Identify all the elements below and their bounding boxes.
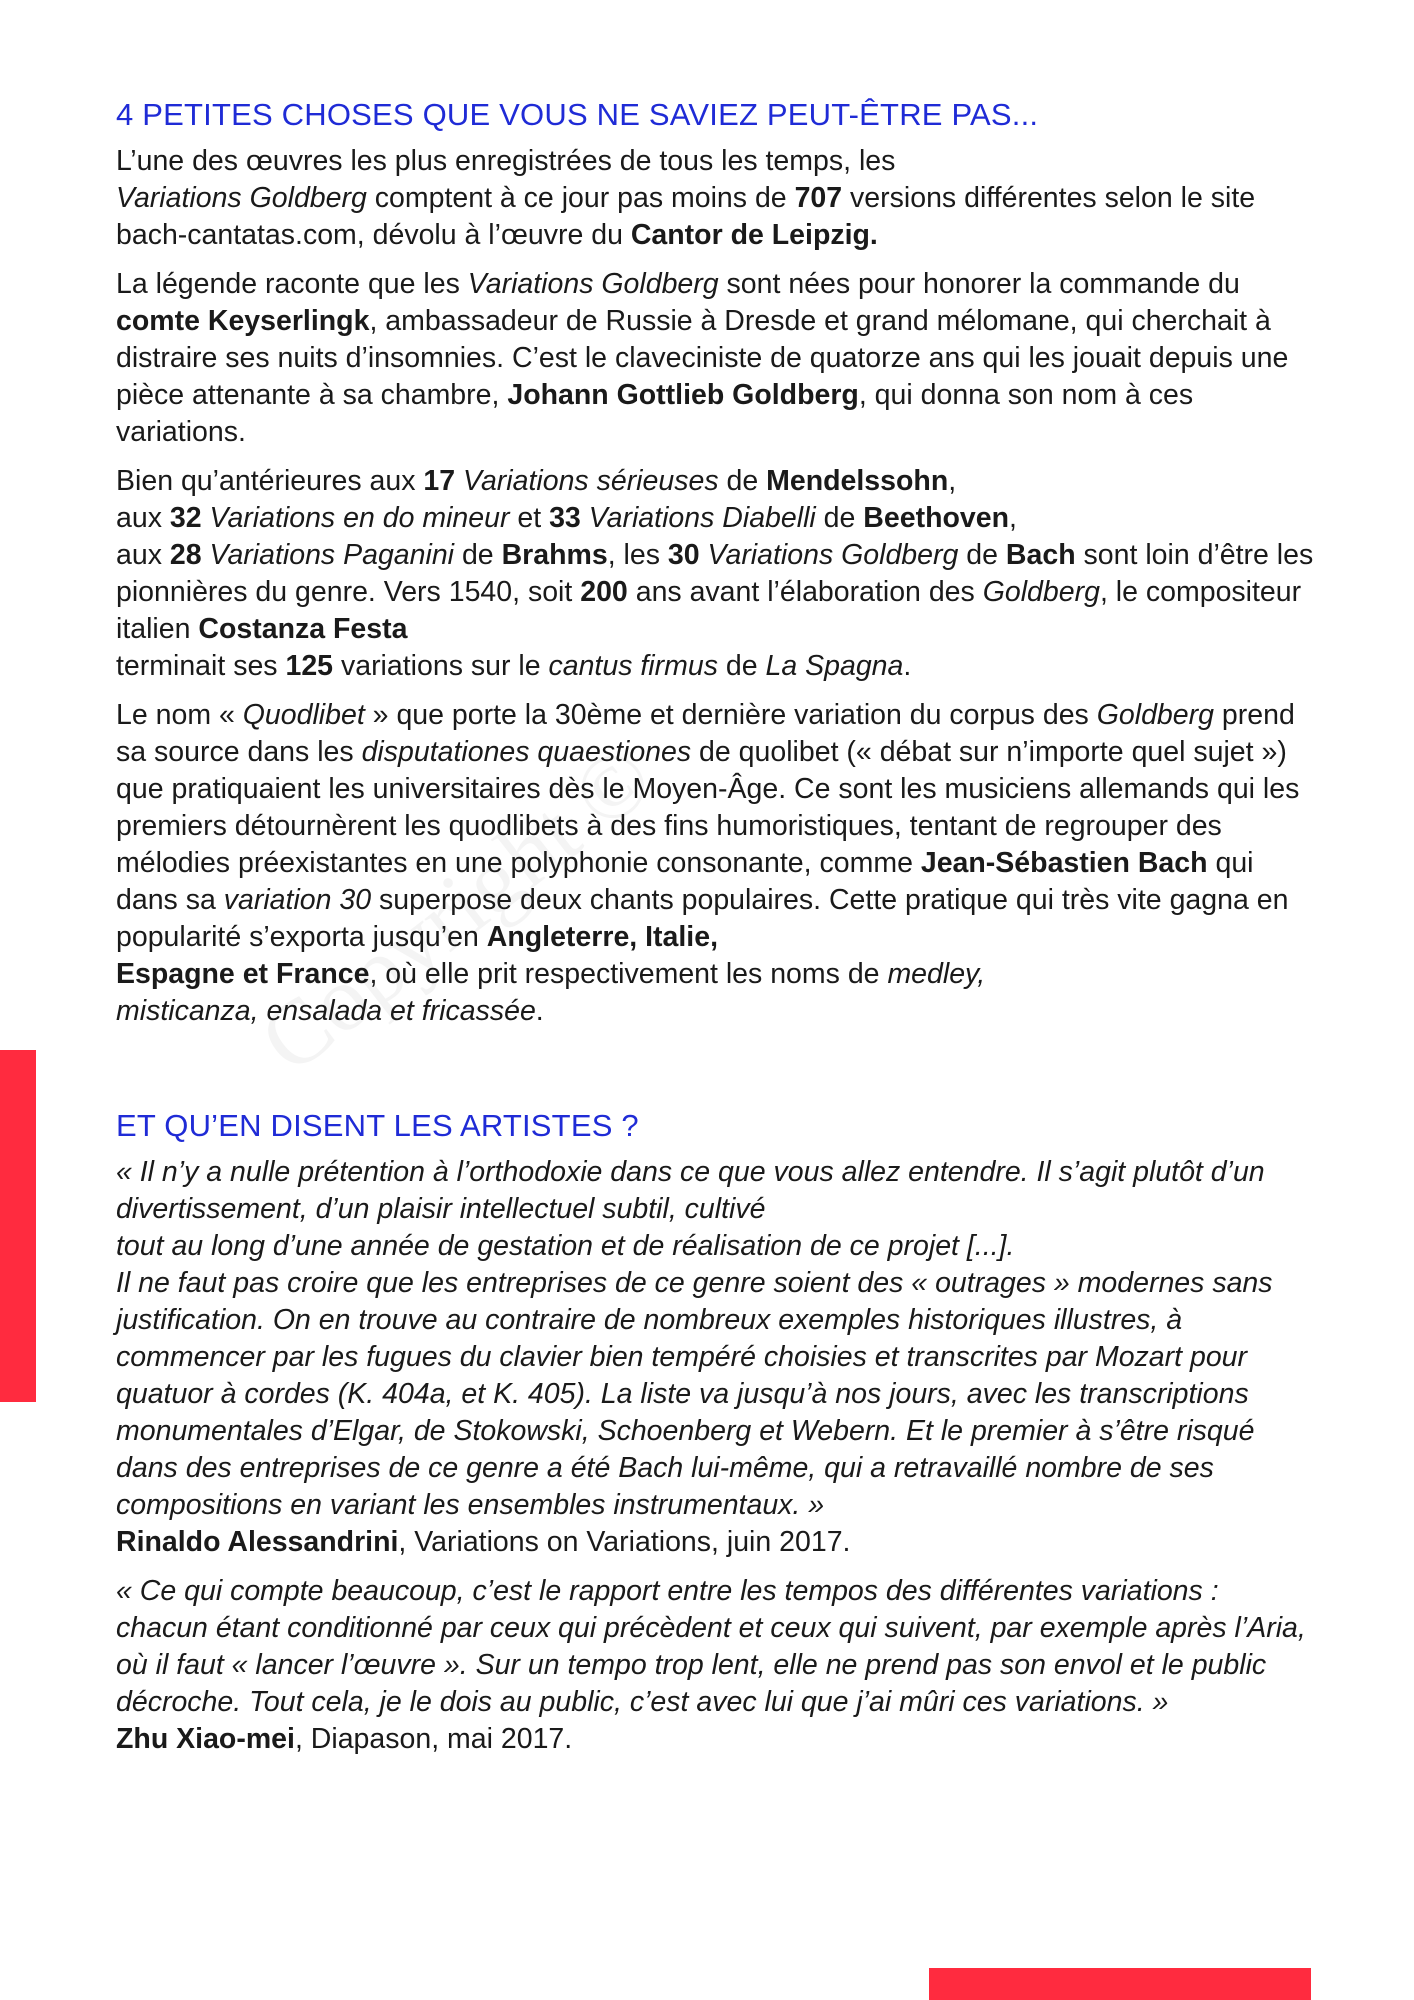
- italic-text: « Ce qui compte beaucoup, c’est le rapport entre les tempos des différentes variations : chacun étant conditionné par ceux qui précèdent et ceux qui suivent, par exemple après l’Aria, où il faut « lancer l’œuvre ». Sur un tempo trop lent, elle ne prend pas son envol et le public décroche. Tout cela, je le dois au public, c’est avec lui que j’ai mûri ces variations. »: [116, 1575, 1306, 1718]
- section-spacer: [116, 1042, 1316, 1106]
- italic-text: Variations Diabelli: [588, 502, 816, 534]
- text-run: prend sa source dans les: [116, 699, 1295, 768]
- text-run: versions différentes selon le site bach-cantatas.com, dévolu à l’œuvre du: [116, 182, 1256, 251]
- italic-text: Goldberg: [1096, 699, 1214, 731]
- paragraph-predecessors: [116, 463, 1316, 685]
- paragraph-recordings: [116, 143, 1316, 254]
- bold-text: 17: [423, 465, 456, 497]
- text-run: de: [454, 539, 502, 571]
- text-run: terminait ses: [116, 650, 286, 682]
- bold-text: Beethoven: [863, 502, 1009, 534]
- text-run: Bien qu’antérieures aux: [116, 465, 424, 497]
- bold-text: Brahms: [501, 539, 608, 571]
- bottom-accent-bar: [929, 1968, 1311, 2000]
- bold-text: comte Keyserlingk: [116, 305, 370, 337]
- bold-text: Jean-Sébastien Bach: [920, 847, 1208, 879]
- bold-text: Rinaldo Alessandrini: [116, 1526, 399, 1558]
- text-run: de: [718, 465, 767, 497]
- italic-text: Variations Goldberg: [467, 268, 719, 300]
- bold-text: 200: [580, 576, 628, 608]
- bold-text: Johann Gottlieb Goldberg: [507, 379, 859, 411]
- text-run: » que porte la 30ème et dernière variation du corpus des: [364, 699, 1097, 731]
- text-run: superpose deux chants populaires. Cette pratique qui très vite gagna en popularité s’exporta jusqu’en: [116, 884, 1289, 953]
- text-run: [455, 465, 463, 497]
- text-run: [700, 539, 708, 571]
- italic-text: misticanza, ensalada et fricassée: [116, 995, 536, 1027]
- italic-text: Variations sérieuses: [463, 465, 719, 497]
- text-run: .: [535, 995, 544, 1027]
- bold-text: Angleterre, Italie,: [486, 921, 718, 953]
- text-run: comptent à ce jour pas moins de: [366, 182, 795, 214]
- quote-zhu-xiao-mei: [116, 1573, 1316, 1758]
- text-run: de quolibet (« débat sur n’importe quel sujet ») que pratiquaient les universitaires dès le Moyen-Âge. Ce sont les musiciens allemands qui les premiers détournèrent les quodlibets à des fins humoristiques, tentant de regrouper des mélodies préexistantes en une polyphonie consonante, comme: [116, 736, 1300, 879]
- paragraph-legend: [116, 266, 1316, 451]
- document-page: [116, 95, 1316, 1770]
- italic-text: Il ne faut pas croire que les entreprises de ce genre soient des « outrages » modernes sans justification. On en trouve au contraire de nombreux exemples historiques illustres, à commencer par les fugues du clavier bien tempéré choisies et transcrites par Mozart pour quatuor à cordes (K. 404a, et K. 405). La liste va jusqu’à nos jours, avec les transcriptions monumentales d’Elgar, de Stokowski, Schoenberg et Webern. Et le premier à s’être risqué dans des entreprises de ce genre a été Bach lui-même, qui a retravaillé nombre de ses compositions en variant les ensembles instrumentaux. »: [116, 1267, 1273, 1521]
- text-run: qui dans sa: [116, 847, 1254, 916]
- text-run: , Diapason, mai 2017.: [294, 1723, 573, 1755]
- text-run: L’une des œuvres les plus enregistrées de tous les temps, les: [116, 145, 896, 177]
- italic-text: La Spagna: [765, 650, 904, 682]
- text-run: de: [815, 502, 864, 534]
- text-run: La légende raconte que les: [116, 268, 468, 300]
- italic-text: tout au long d’une année de gestation et de réalisation de ce projet [...].: [116, 1230, 1015, 1262]
- text-run: sont loin d’être les pionnières du genre. Vers 1540, soit: [116, 539, 1314, 608]
- text-run: , Variations on Variations, juin 2017.: [398, 1526, 851, 1558]
- text-run: ans avant l’élaboration des: [627, 576, 983, 608]
- italic-text: cantus firmus: [548, 650, 718, 682]
- text-run: , ambassadeur de Russie à Dresde et grand mélomane, qui cherchait à distraire ses nuits d’insomnies. C’est le claveciniste de quatorze ans qui les jouait depuis une pièce attenante à sa chambre,: [116, 305, 1289, 411]
- bold-text: 707: [794, 182, 843, 214]
- text-run: [202, 502, 210, 534]
- section-heading-facts: 4 PETITES CHOSES QUE VOUS NE SAVIEZ PEUT-ÊTRE PAS...: [116, 97, 1039, 132]
- text-run: [202, 539, 210, 571]
- text-run: ,: [948, 465, 957, 497]
- italic-text: medley,: [887, 958, 986, 990]
- bold-text: 125: [285, 650, 334, 682]
- bold-text: 30: [667, 539, 700, 571]
- section-heading-artists: ET QU’EN DISENT LES ARTISTES ?: [116, 1108, 639, 1143]
- bold-text: Cantor de Leipzig.: [630, 219, 878, 251]
- text-run: de: [717, 650, 766, 682]
- text-run: de: [958, 539, 1006, 571]
- text-run: sont nées pour honorer la commande du: [718, 268, 1240, 300]
- italic-text: « Il n’y a nulle prétention à l’orthodoxie dans ce que vous allez entendre. Il s’agit plutôt d’un divertissement, d’un plaisir intellectuel subtil, cultivé: [116, 1156, 1265, 1225]
- bold-text: 33: [549, 502, 581, 534]
- bold-text: 32: [169, 502, 202, 534]
- italic-text: Goldberg: [982, 576, 1100, 608]
- text-run: .: [903, 650, 912, 682]
- text-run: aux: [116, 539, 170, 571]
- bold-text: Bach: [1005, 539, 1076, 571]
- text-run: ,: [1009, 502, 1017, 534]
- italic-text: Variations en do mineur: [209, 502, 510, 534]
- text-run: aux: [116, 502, 170, 534]
- italic-text: Variations Paganini: [209, 539, 455, 571]
- text-run: , les: [607, 539, 668, 571]
- bold-text: Zhu Xiao-mei: [116, 1723, 295, 1755]
- bold-text: Costanza Festa: [198, 613, 408, 645]
- quote-alessandrini: [116, 1154, 1316, 1561]
- italic-text: Quodlibet: [242, 699, 365, 731]
- text-run: , qui donna son nom à ces variations.: [116, 379, 1194, 448]
- text-run: et: [509, 502, 550, 534]
- text-run: variations sur le: [333, 650, 549, 682]
- bold-text: 28: [169, 539, 202, 571]
- bold-text: Mendelssohn: [766, 465, 949, 497]
- bold-text: Espagne et France: [116, 958, 370, 990]
- italic-text: Variations Goldberg: [707, 539, 959, 571]
- side-accent-bar: [0, 1050, 36, 1402]
- text-run: , où elle prit respectivement les noms de: [369, 958, 888, 990]
- italic-text: Variations Goldberg: [116, 182, 367, 214]
- text-run: , le compositeur italien: [116, 576, 1302, 645]
- paragraph-quodlibet: [116, 697, 1316, 1030]
- text-run: Le nom «: [116, 699, 243, 731]
- text-run: [581, 502, 589, 534]
- italic-text: disputationes quaestiones: [361, 736, 692, 768]
- italic-text: variation 30: [223, 884, 372, 916]
